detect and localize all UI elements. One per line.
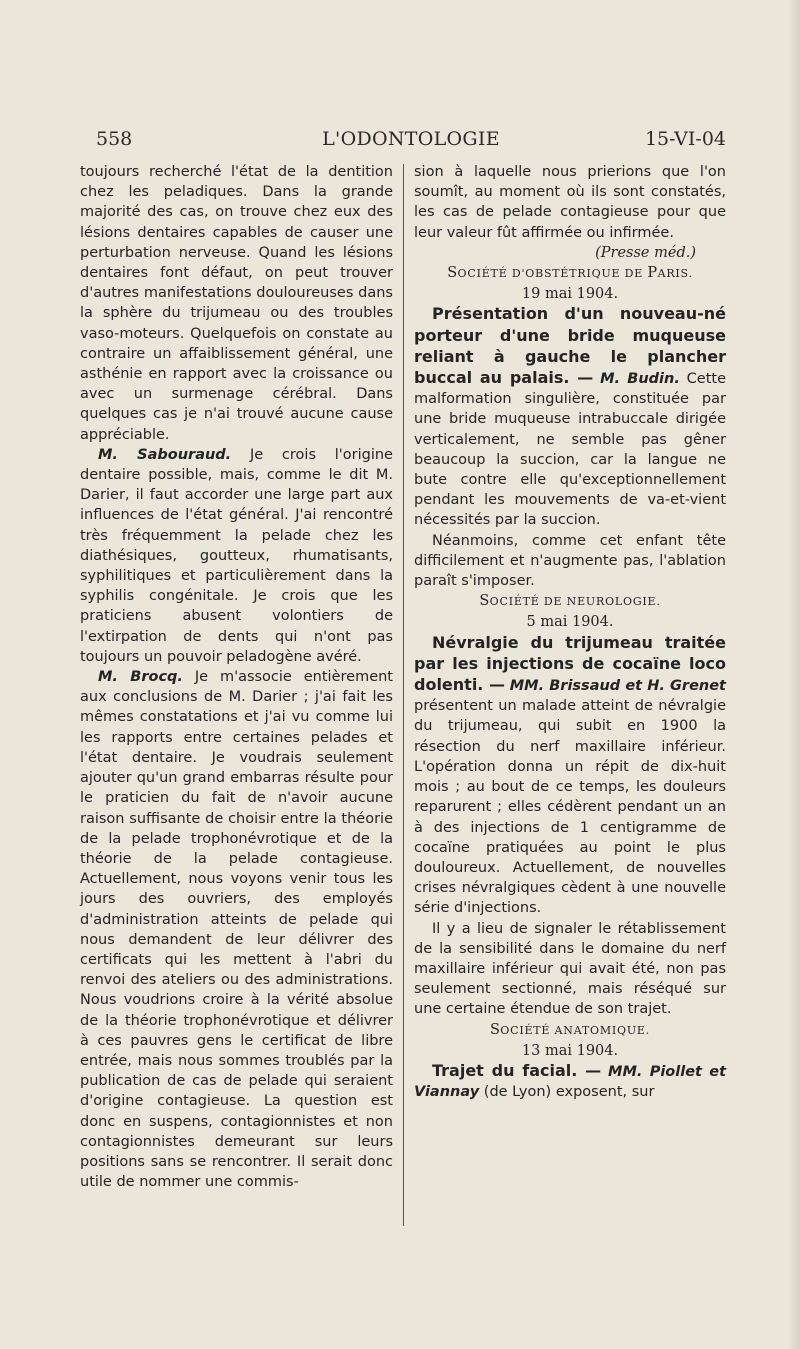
paragraph: sion à laquelle nous prierions que l'on soumît, au moment où ils sont constatés, les cas de pelade contagieuse pour que leur valeur fût affirmée ou infirmée. xyxy=(414,164,726,241)
article-authors: MM. Brissaud et H. Grenet xyxy=(509,678,726,695)
speaker-text: Je m'associe entièrement aux conclusions de M. Darier ; j'ai fait les mêmes constatations et j'ai vu comme lui les rapports entre certaines pelades et l'état dentaire. Je voudrais seulement ajouter qu'un grand embarras résulte pour le praticien du fait de n'avoir aucune raison suffisante de choisir entre la théorie de la pelade trophonévrotique et de la théorie de la pelade contagieuse. Actuellement, nous voyons venir tous les jours des ouvriers, des employés d'administration atteints de pelade qui nous demandent de leur délivrer des certificats qui les mettent à l'abri du renvoi des ateliers ou des administrations. Nous voudrions croire à la vérité absolue de la théorie trophonévrotique et délivrer à ces pauvres gens le certificat de libre entrée, mais nous sommes troublés par la publication de cas de pelade qui seraient d'origine contagieuse. La question est donc en suspens, contagionnistes et non contagionnistes demeurant sur leurs positions sans se rencontrer. Il serait donc utile de nommer une commis- xyxy=(80,669,393,1191)
article-heading: Présentation d'un nouveau-né porteur d'une bride muqueuse reliant à gauche le plancher buccal au palais. — xyxy=(414,304,726,388)
running-header xyxy=(96,128,726,158)
left-column xyxy=(80,162,393,1192)
page-edge xyxy=(788,0,800,1349)
article-budin xyxy=(414,304,726,530)
paragraph: Il y a lieu de signaler le rétablissement de la sensibilité dans le domaine du nerf maxillaire inférieur qui avait été, non pas seulement sectionné, mais réséqué sur une certaine étendue de son trajet. xyxy=(414,920,726,1018)
article-text: Cette malformation singulière, constituée par une bride muqueuse intrabuccale dirigée verticalement, ne semble pas gêner beaucoup la succion, car la langue ne bute contre elle qu'exceptionnellement pendant les mouvements de va-et-vient nécessités par la succion. xyxy=(414,371,727,529)
article-heading: Névralgie du trijumeau traitée par les injections de cocaïne loco dolenti. — xyxy=(414,632,726,695)
session-date: 13 mai 1904. xyxy=(521,1042,619,1059)
speaker-name: M. Sabouraud. xyxy=(98,446,232,463)
speaker-name: M. Brocq. xyxy=(98,669,183,686)
journal-title: L'ODONTOLOGIE xyxy=(322,128,500,150)
paragraph-sabouraud xyxy=(80,445,393,667)
article-authors: MM. Piollet et Viannay xyxy=(414,1063,727,1101)
society-heading-obstetrique xyxy=(414,263,726,284)
paragraph-brocq xyxy=(80,667,393,1192)
society-initial: S xyxy=(447,265,458,282)
article-text: (de Lyon) exposent, sur xyxy=(479,1084,655,1101)
society-name: OCIÉTÉ ANATOMIQUE. xyxy=(500,1023,651,1037)
society-city: ARIS. xyxy=(657,267,693,281)
article-author: M. Budin. xyxy=(600,371,680,388)
paragraph: Néanmoins, comme cet enfant tête difficilement et n'augmente pas, l'ablation paraît s'imposer. xyxy=(414,532,726,590)
session-date: 5 mai 1904. xyxy=(526,614,614,631)
article-heading: Trajet du facial. — xyxy=(432,1060,602,1080)
session-date: 19 mai 1904. xyxy=(521,286,619,303)
society-initial: S xyxy=(489,1021,501,1038)
article-text: présentent un malade atteint de névralgie du trijumeau, qui subit en 1900 la résection du nerf maxillaire inférieur. L'opération donna un répit de dix-huit mois ; au bout de ce temps, les douleurs reparurent ; elles cédèrent pendant un an à des injections de 1 centigramme de cocaïne pratiquées au point le plus douloureux. Actuellement, de nouvelles crises névralgiques cèdent à une nouvelle série d'injections. xyxy=(414,698,726,917)
society-name: OCIÉTÉ D'OBSTÉTRIQUE DE xyxy=(457,267,648,281)
column-divider xyxy=(403,164,404,1226)
society-heading-neurologie xyxy=(414,591,726,612)
paragraph: toujours recherché l'état de la dentition chez les peladiques. Dans la grande majorité des cas, on trouve chez eux des lésions dentaires capables de causer une perturbation nerveuse. Quand les lésions dentaires font défaut, on peut trouver d'autres manifestations douloureuses dans la sphère du trijumeau ou des troubles vaso-moteurs. Quelquefois on constate au contraire un affaiblissement général, une asthénie en rapport avec la croissance ou avec un surmenage cérébral. Dans quelques cas je n'ai trouvé aucune cause appréciable. xyxy=(80,164,393,443)
society-city-initial: P xyxy=(647,265,658,282)
society-initial: S xyxy=(479,593,490,610)
article-piollet xyxy=(414,1061,726,1102)
article-brissaud xyxy=(414,633,726,919)
right-column xyxy=(414,162,726,1102)
source-citation: (Presse méd.) xyxy=(595,244,696,261)
society-heading-anatomique xyxy=(414,1020,726,1041)
issue-date: 15-VI-04 xyxy=(644,128,726,150)
society-name: OCIÉTÉ DE NEUROLOGIE. xyxy=(489,595,661,609)
speaker-text: Je crois l'origine dentaire possible, mais, comme le dit M. Darier, il faut accorder une large part aux influences de l'état général. J'ai rencontré très fréquemment la pelade chez les diathésiques, goutteux, rhumatisants, syphilitiques et particulièrement dans la syphilis congénitale. Je crois que les praticiens abusent volontiers de l'extirpation de dents qui n'ont pas toujours un pouvoir peladogène avéré. xyxy=(80,446,393,665)
page-number: 558 xyxy=(96,128,133,150)
